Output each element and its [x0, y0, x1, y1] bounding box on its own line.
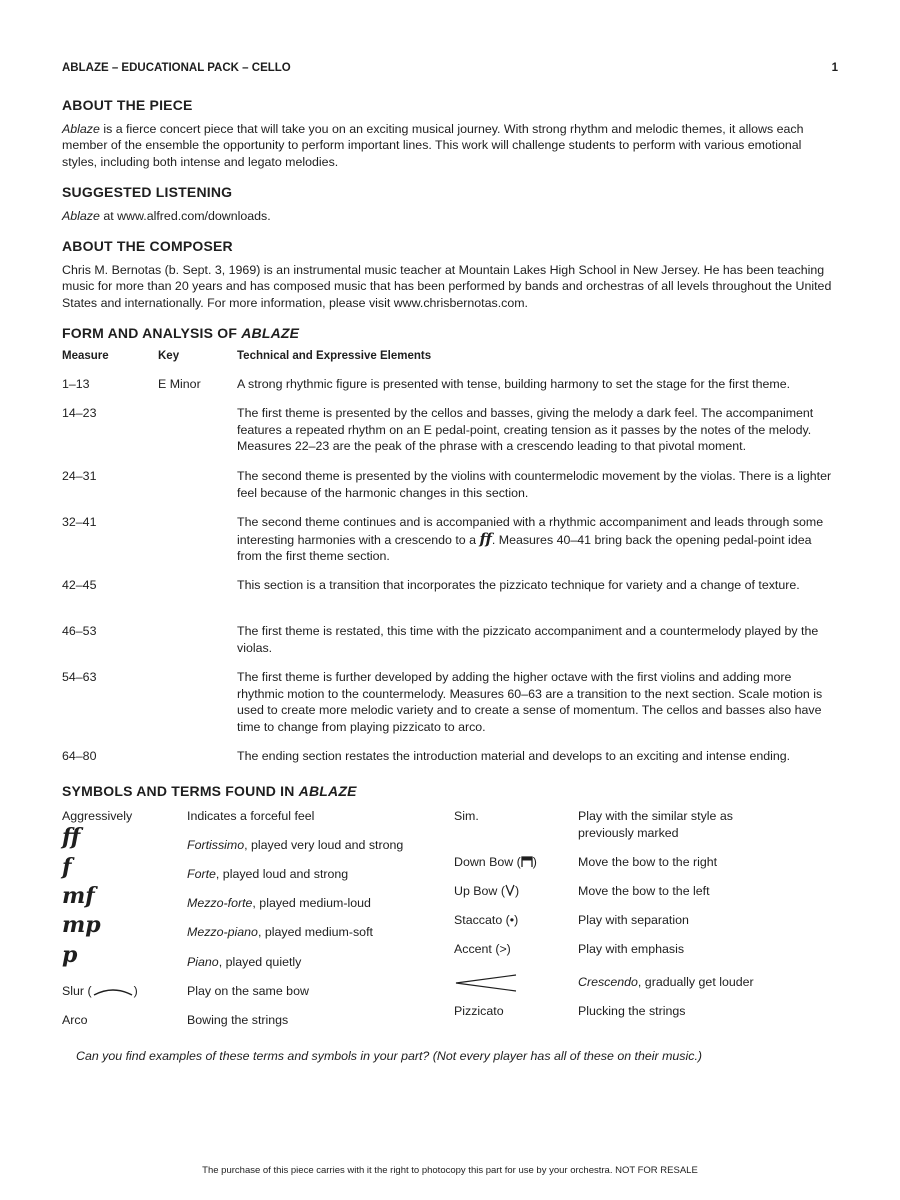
measure-cell: 32–41 — [62, 515, 97, 529]
col-key: Key — [158, 350, 180, 362]
symbol-definition-italic: Fortissimo — [187, 838, 245, 852]
composer-text: Chris M. Bernotas (b. Sept. 3, 1969) is an instrumental music teacher at Mountain Lakes High School in New Jersey. He has been teaching music for more than 20 years and has composed music that has been performed by bands and orchestras of all levels throughout the United States and internationally. For more information, please visit www.chrisbernotas.com. — [62, 262, 832, 310]
symbol-term: Accent (>) — [454, 942, 511, 956]
listening-body: at www.alfred.com/downloads. — [99, 208, 271, 223]
about-piece-section — [62, 97, 838, 170]
listening-title: Ablaze — [62, 208, 100, 223]
header-title: ABLAZE – EDUCATIONAL PACK – CELLO — [62, 62, 291, 74]
composer-section — [62, 238, 838, 311]
up-bow-term-text: Up Bow ( — [454, 884, 505, 898]
elements-cell: The second theme is presented by the violins with countermelodic movement by the violas. There is a lighter feel because of the harmonic changes in this section. — [237, 469, 832, 500]
elements-cell: This section is a transition that incorporates the pizzicato technique for variety and a change of texture. — [237, 578, 800, 592]
listening-heading: SUGGESTED LISTENING — [62, 184, 233, 200]
page-header — [62, 60, 838, 77]
down-bow-term-text: Down Bow ( — [454, 855, 521, 869]
symbols-heading-prefix: SYMBOLS AND TERMS FOUND IN — [62, 783, 299, 799]
forte-symbol: f — [62, 854, 72, 880]
up-bow-term-end: ) — [514, 884, 520, 898]
symbol-definition: Indicates a forceful feel — [187, 809, 315, 823]
symbols-heading-text — [62, 783, 838, 800]
question-note: Can you find examples of these terms and symbols in your part? (Not every player has all of these on their music.) — [76, 1049, 703, 1063]
form-heading-text — [62, 325, 838, 342]
page-footer: The purchase of this piece carries with it the right to photocopy this part for use by your orchestra. NOT FOR RESALE — [202, 1165, 698, 1176]
measure-cell: 64–80 — [62, 749, 97, 763]
symbol-term — [454, 883, 519, 900]
down-bow-term-end: ) — [532, 855, 537, 869]
symbol-definition — [187, 924, 373, 941]
symbol-definition: Move the bow to the left — [578, 884, 710, 898]
symbol-definition-italic: Forte — [187, 867, 216, 881]
symbol-definition — [578, 974, 754, 991]
elements-cell: A strong rhythmic figure is presented with tense, building harmony to set the stage for the first theme. — [237, 377, 791, 391]
about-piece-heading: ABOUT THE PIECE — [62, 97, 193, 113]
elements-text-a: The second theme continues and is accompanied with a rhythmic accompaniment and leads through some interesting harmonies with a crescendo to a — [237, 515, 824, 547]
elements-cell: The first theme is presented by the cellos and basses, giving the melody a dark feel. The accompaniment features a repeated rhythm on an E pedal-point, creating tension as it passes by the notes of the melody. Measures 22–23 are the peak of the phrase with a crescendo leading to that pivotal moment. — [237, 406, 814, 453]
symbol-definition: Play with emphasis — [578, 942, 685, 956]
symbol-term — [454, 854, 537, 871]
symbol-term: Pizzicato — [454, 1004, 504, 1018]
symbol-definition — [187, 837, 403, 854]
symbol-definition: Plucking the strings — [578, 1004, 686, 1018]
measure-cell: 54–63 — [62, 670, 97, 684]
symbol-definition-italic: Mezzo-forte — [187, 896, 253, 910]
symbol-term: Sim. — [454, 809, 479, 823]
down-bow-icon — [521, 856, 533, 867]
slur-icon — [92, 986, 134, 998]
crescendo-hairpin-icon — [454, 973, 518, 993]
symbol-term — [62, 983, 138, 1000]
page-number: 1 — [831, 62, 838, 74]
elements-cell: The first theme is restated, this time with the pizzicato accompaniment and a countermelody played by the violas. — [237, 624, 819, 655]
piece-title: Ablaze — [62, 121, 100, 136]
slur-term-text: Slur ( — [62, 984, 92, 998]
symbol-definition: Bowing the strings — [187, 1013, 289, 1027]
symbol-definition — [187, 954, 301, 971]
symbols-heading-title: ABLAZE — [298, 783, 357, 799]
col-measure: Measure — [62, 350, 109, 362]
listening-section — [62, 184, 838, 224]
symbol-definition: Play on the same bow — [187, 984, 309, 998]
symbol-term — [454, 973, 518, 998]
symbol-definition — [187, 895, 371, 912]
piano-symbol: p — [62, 942, 78, 968]
symbol-term: Aggressively — [62, 809, 133, 823]
mezzo-piano-symbol: mp — [62, 912, 101, 938]
fortissimo-symbol: ff — [62, 824, 81, 850]
symbol-definition-rest: , played medium-loud — [252, 896, 371, 910]
elements-text-b: . Measures 40–41 bring back the opening pedal-point idea from the first theme section. — [237, 532, 812, 563]
symbol-definition-rest: , played quietly — [218, 955, 302, 969]
elements-cell — [237, 514, 839, 565]
symbol-definition: Play with separation — [578, 913, 689, 927]
composer-heading: ABOUT THE COMPOSER — [62, 238, 233, 254]
elements-cell: The first theme is further developed by adding the higher octave with the first violins and adding more rhythmic motion to the countermelody. Measures 60–63 are a transition to the next section. Scale motion is used to create more melodic variety and to create a sense of momentum. The cellos and basses also have time to change from playing pizzicato to arco. — [237, 670, 823, 734]
form-heading — [62, 325, 838, 342]
symbol-definition: Move the bow to the right — [578, 855, 718, 869]
symbol-definition-italic: Crescendo — [578, 975, 638, 989]
symbol-definition: Play with the similar style as previously marked — [578, 809, 733, 840]
symbol-term: Arco — [62, 1013, 88, 1027]
about-piece-text — [62, 121, 838, 171]
about-piece-body: is a fierce concert piece that will take you on an exciting musical journey. With strong rhythm and melodic themes, it allows each member of the ensemble the opportunity to perform important lines. This work will challenge students to perform with various emotional styles, including both intense and legato melodies. — [62, 121, 804, 169]
symbol-definition-italic: Piano — [187, 955, 219, 969]
symbol-definition-rest: , played very loud and strong — [244, 838, 404, 852]
measure-cell: 24–31 — [62, 469, 97, 483]
symbols-heading — [62, 783, 838, 800]
measure-cell: 1–13 — [62, 377, 90, 391]
measure-cell: 14–23 — [62, 406, 97, 420]
key-cell: E Minor — [158, 377, 201, 391]
mezzo-forte-symbol: mf — [62, 883, 95, 909]
measure-cell: 46–53 — [62, 624, 97, 638]
slur-term-end: ) — [133, 984, 138, 998]
symbol-definition-rest: , played loud and strong — [215, 867, 349, 881]
symbol-definition-rest: , gradually get louder — [637, 975, 754, 989]
form-heading-prefix: FORM AND ANALYSIS OF — [62, 325, 242, 341]
up-bow-icon — [505, 884, 515, 896]
form-heading-title: ABLAZE — [241, 325, 300, 341]
fortissimo-mark: ff — [479, 529, 492, 548]
symbol-definition-rest: , played medium-soft — [257, 925, 373, 939]
elements-cell: The ending section restates the introduction material and develops to an exciting and intense ending. — [237, 749, 791, 763]
measure-cell: 42–45 — [62, 578, 97, 592]
col-elements: Technical and Expressive Elements — [237, 350, 432, 362]
symbol-definition — [187, 866, 348, 883]
symbol-term: Staccato (•) — [454, 913, 519, 927]
symbol-definition-italic: Mezzo-piano — [187, 925, 258, 939]
listening-text — [62, 208, 838, 225]
